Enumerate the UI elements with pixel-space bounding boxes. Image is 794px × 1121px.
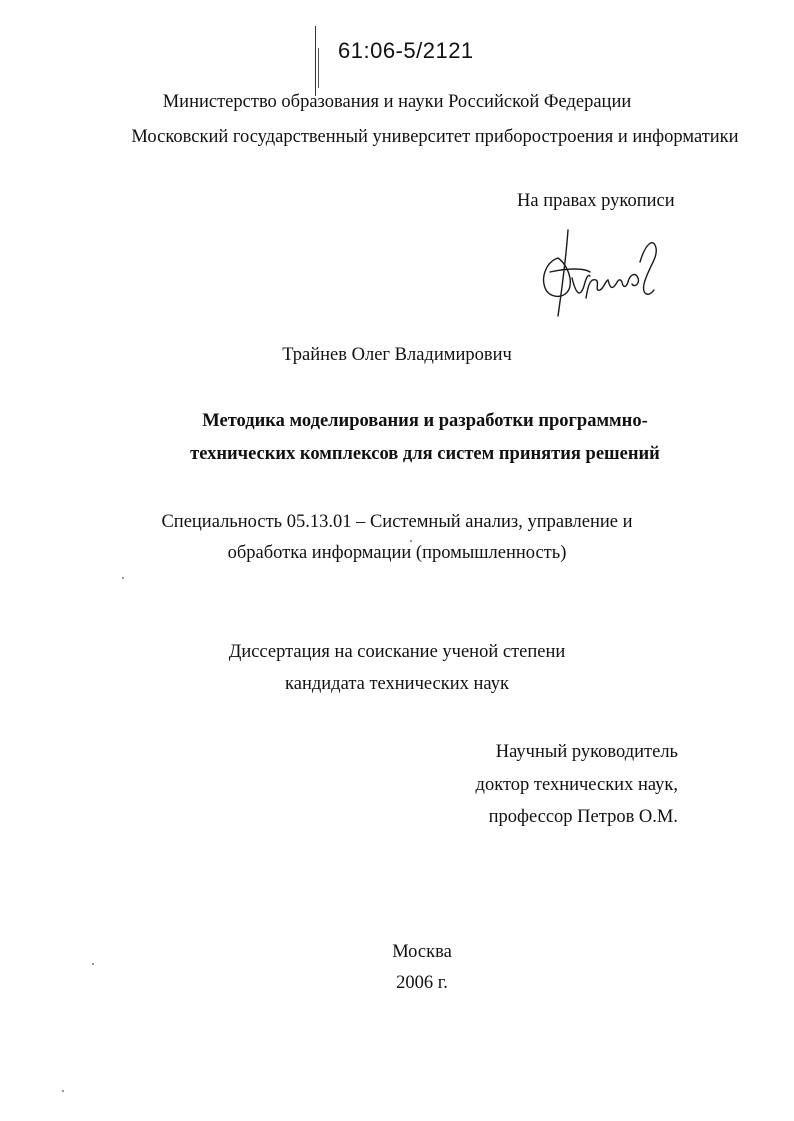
university-line: Московский государственный университет приборостроения и информатики	[131, 127, 739, 147]
supervisor-line-3: профессор Петров О.М.	[488, 807, 678, 827]
supervisor-line-1: Научный руководитель	[495, 742, 678, 762]
title-line-2: технических комплексов для систем принятия решений	[190, 444, 660, 464]
scan-speck	[122, 577, 124, 579]
degree-line-1: Диссертация на соискание ученой степени	[228, 642, 566, 662]
title-line-1: Методика моделирования и разработки программно-	[202, 411, 648, 431]
scan-speck	[410, 540, 412, 542]
year: 2006 г.	[396, 973, 448, 993]
scan-speck	[62, 1090, 64, 1092]
archive-code: 61:06-5/2121	[338, 38, 474, 63]
manuscript-note: На правах рукописи	[517, 191, 675, 211]
degree-line-2: кандидата технических наук	[285, 674, 509, 694]
stamp-rule	[315, 26, 316, 96]
stamp-tick	[318, 48, 319, 88]
author-signature	[528, 228, 668, 323]
supervisor-line-2: доктор технических наук,	[475, 775, 678, 795]
city: Москва	[392, 942, 452, 962]
specialty-line-1: Специальность 05.13.01 – Системный анализ, управление и	[161, 512, 633, 532]
ministry-line: Министерство образования и науки Российской Федерации	[162, 92, 632, 112]
specialty-line-2: обработка информации (промышленность)	[227, 543, 567, 563]
scan-speck	[92, 963, 94, 965]
author-name: Трайнев Олег Владимирович	[282, 345, 512, 365]
